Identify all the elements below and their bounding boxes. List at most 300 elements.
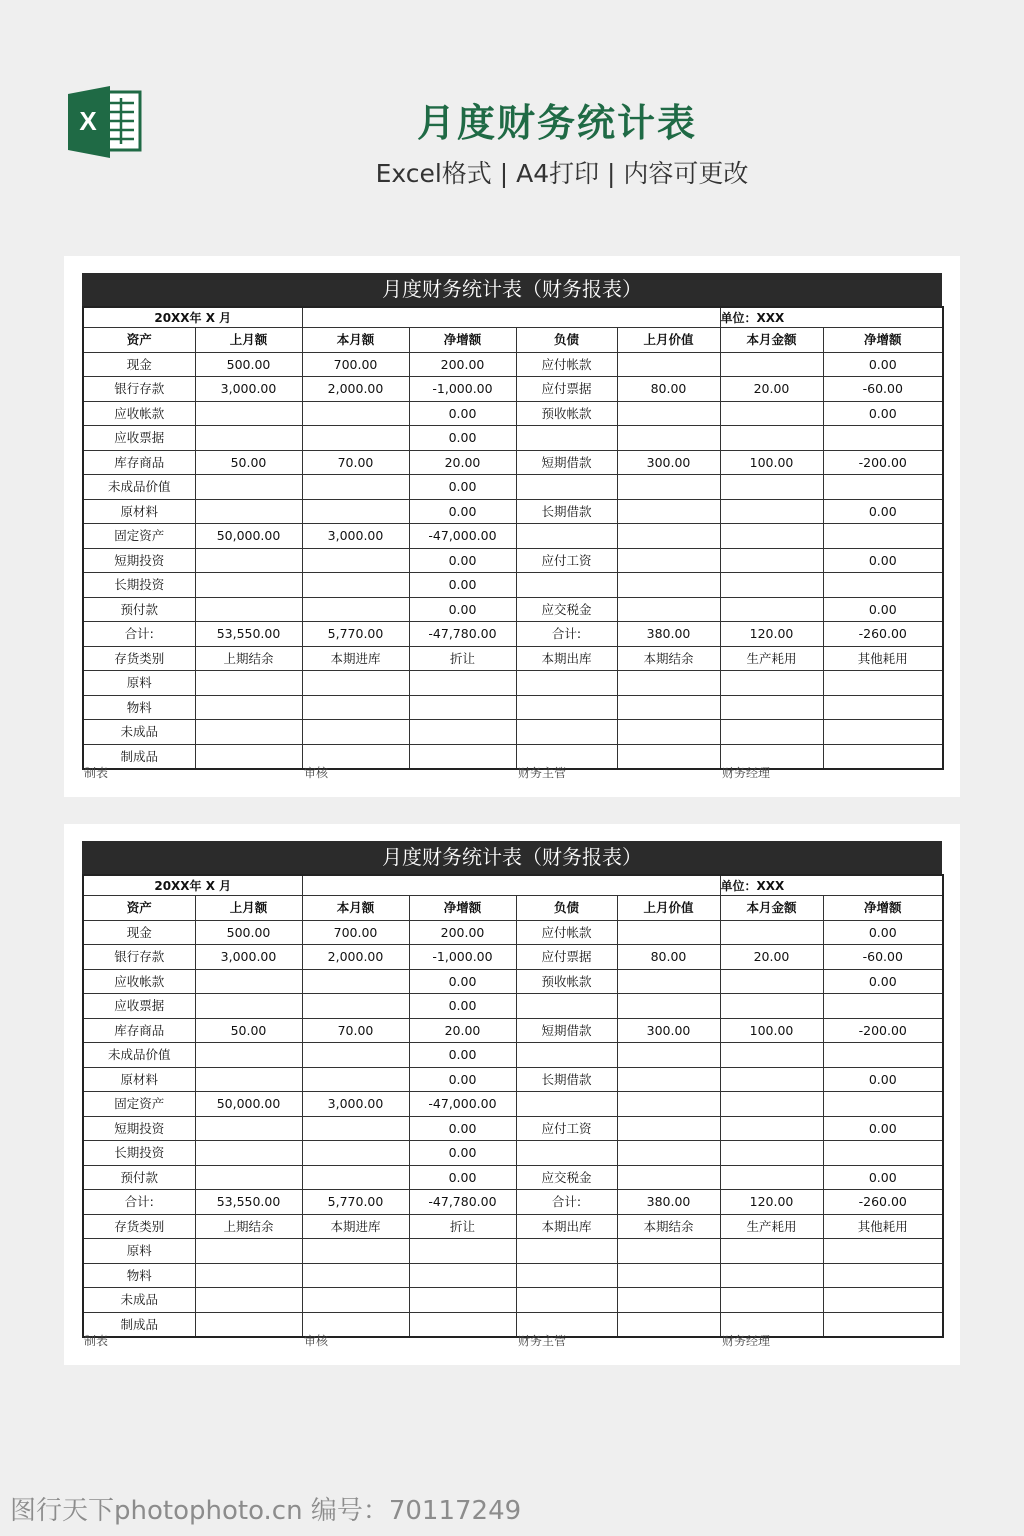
table-cell: 物料 bbox=[83, 1263, 195, 1288]
column-header: 上月价值 bbox=[617, 896, 720, 921]
column-header: 上月额 bbox=[195, 896, 302, 921]
table-cell bbox=[195, 573, 302, 598]
table-cell bbox=[302, 695, 409, 720]
sign-finance-head: 财务主管 bbox=[518, 766, 567, 780]
table-cell: 53,550.00 bbox=[195, 1190, 302, 1215]
inventory-column-header: 其他耗用 bbox=[823, 646, 943, 671]
column-header: 上月额 bbox=[195, 328, 302, 353]
inventory-column-header: 存货类别 bbox=[83, 1214, 195, 1239]
table-cell bbox=[617, 548, 720, 573]
table-cell: 0.00 bbox=[823, 597, 943, 622]
table-row bbox=[83, 1067, 943, 1092]
table-cell bbox=[720, 573, 823, 598]
sheet-preview bbox=[64, 824, 960, 1365]
table-cell: 100.00 bbox=[720, 1018, 823, 1043]
sign-finance-manager: 财务经理 bbox=[722, 1334, 771, 1348]
table-row bbox=[83, 1018, 943, 1043]
table-cell bbox=[823, 524, 943, 549]
table-cell bbox=[195, 1116, 302, 1141]
table-cell bbox=[302, 1116, 409, 1141]
column-header: 上月价值 bbox=[617, 328, 720, 353]
table-cell bbox=[195, 720, 302, 745]
table-cell bbox=[823, 1141, 943, 1166]
table-row bbox=[83, 450, 943, 475]
inventory-row bbox=[83, 720, 943, 745]
financial-table bbox=[82, 306, 944, 770]
table-cell bbox=[823, 994, 943, 1019]
column-header: 净增额 bbox=[409, 328, 516, 353]
table-cell: 原料 bbox=[83, 1239, 195, 1264]
table-cell: 80.00 bbox=[617, 945, 720, 970]
column-header: 负债 bbox=[516, 328, 617, 353]
table-cell: 53,550.00 bbox=[195, 622, 302, 647]
table-cell: -60.00 bbox=[823, 377, 943, 402]
table-cell: 50.00 bbox=[195, 1018, 302, 1043]
table-cell bbox=[720, 994, 823, 1019]
column-header: 净增额 bbox=[823, 328, 943, 353]
inventory-row bbox=[83, 671, 943, 696]
table-cell: 应付帐款 bbox=[516, 920, 617, 945]
table-cell bbox=[409, 720, 516, 745]
sheet-preview bbox=[64, 256, 960, 797]
table-cell bbox=[720, 475, 823, 500]
inventory-row bbox=[83, 1239, 943, 1264]
table-cell: 短期借款 bbox=[516, 450, 617, 475]
table-cell bbox=[617, 597, 720, 622]
table-cell: 长期投资 bbox=[83, 573, 195, 598]
table-cell bbox=[302, 426, 409, 451]
inventory-column-header: 本期结余 bbox=[617, 646, 720, 671]
table-cell bbox=[823, 1263, 943, 1288]
table-cell: 应交税金 bbox=[516, 597, 617, 622]
table-cell: 0.00 bbox=[823, 969, 943, 994]
table-cell bbox=[617, 1092, 720, 1117]
inventory-row bbox=[83, 1312, 943, 1337]
table-cell: 制成品 bbox=[83, 1312, 195, 1337]
table-cell: 0.00 bbox=[409, 597, 516, 622]
table-cell bbox=[617, 426, 720, 451]
table-cell bbox=[720, 524, 823, 549]
table-cell: 0.00 bbox=[409, 1116, 516, 1141]
table-cell: 现金 bbox=[83, 920, 195, 945]
table-cell bbox=[720, 1239, 823, 1264]
inventory-column-header: 生产耗用 bbox=[720, 1214, 823, 1239]
table-row bbox=[83, 945, 943, 970]
table-cell bbox=[720, 1141, 823, 1166]
table-cell bbox=[617, 524, 720, 549]
table-row bbox=[83, 1092, 943, 1117]
table-cell: 80.00 bbox=[617, 377, 720, 402]
inventory-column-header: 本期出库 bbox=[516, 1214, 617, 1239]
table-cell: 0.00 bbox=[823, 1165, 943, 1190]
table-cell: -60.00 bbox=[823, 945, 943, 970]
table-row bbox=[83, 524, 943, 549]
table-row bbox=[83, 475, 943, 500]
table-row bbox=[83, 573, 943, 598]
sign-finance-head: 财务主管 bbox=[518, 1334, 567, 1348]
table-cell: 0.00 bbox=[823, 401, 943, 426]
table-cell bbox=[617, 695, 720, 720]
table-cell bbox=[720, 499, 823, 524]
period-label: 20XX年 X 月 bbox=[83, 307, 302, 328]
table-cell: 200.00 bbox=[409, 920, 516, 945]
table-cell bbox=[302, 1043, 409, 1068]
table-row bbox=[83, 920, 943, 945]
table-cell: -47,000.00 bbox=[409, 524, 516, 549]
table-cell: 合计: bbox=[516, 622, 617, 647]
table-cell bbox=[302, 1067, 409, 1092]
table-cell bbox=[617, 573, 720, 598]
table-cell bbox=[823, 1288, 943, 1313]
table-cell: 380.00 bbox=[617, 622, 720, 647]
table-cell bbox=[195, 401, 302, 426]
table-cell bbox=[823, 1092, 943, 1117]
table-cell: 应付票据 bbox=[516, 377, 617, 402]
table-cell: -1,000.00 bbox=[409, 377, 516, 402]
table-cell: 20.00 bbox=[720, 945, 823, 970]
table-cell: 应付工资 bbox=[516, 1116, 617, 1141]
table-cell bbox=[823, 1043, 943, 1068]
financial-table bbox=[82, 874, 944, 1338]
table-cell: 2,000.00 bbox=[302, 945, 409, 970]
table-cell bbox=[617, 1312, 720, 1337]
table-cell bbox=[195, 671, 302, 696]
table-cell bbox=[516, 1263, 617, 1288]
column-header: 本月金额 bbox=[720, 328, 823, 353]
table-cell: 0.00 bbox=[409, 969, 516, 994]
table-cell: 0.00 bbox=[409, 1067, 516, 1092]
table-cell bbox=[516, 1141, 617, 1166]
table-row bbox=[83, 499, 943, 524]
table-cell: 5,770.00 bbox=[302, 622, 409, 647]
table-cell: 0.00 bbox=[409, 1165, 516, 1190]
column-header: 本月金额 bbox=[720, 896, 823, 921]
table-cell bbox=[195, 1239, 302, 1264]
table-cell bbox=[195, 969, 302, 994]
meta-row bbox=[83, 307, 943, 328]
table-cell bbox=[409, 1288, 516, 1313]
table-cell bbox=[516, 1092, 617, 1117]
table-cell bbox=[409, 1263, 516, 1288]
table-cell bbox=[195, 1043, 302, 1068]
table-cell: 长期借款 bbox=[516, 1067, 617, 1092]
watermark-text: 图行天下photophoto.cn 编号：70117249 bbox=[10, 1496, 522, 1526]
sign-reviewer: 审核 bbox=[304, 1334, 329, 1348]
table-cell: 应收票据 bbox=[83, 426, 195, 451]
table-cell bbox=[302, 597, 409, 622]
table-cell: -260.00 bbox=[823, 1190, 943, 1215]
table-cell: 0.00 bbox=[823, 352, 943, 377]
table-cell bbox=[516, 524, 617, 549]
sheet-title: 月度财务统计表（财务报表） bbox=[82, 841, 942, 874]
table-cell: 预收帐款 bbox=[516, 969, 617, 994]
table-cell bbox=[720, 969, 823, 994]
table-cell bbox=[617, 352, 720, 377]
table-cell bbox=[302, 1288, 409, 1313]
table-cell bbox=[617, 969, 720, 994]
table-cell bbox=[617, 1116, 720, 1141]
table-cell: -200.00 bbox=[823, 1018, 943, 1043]
table-cell: 0.00 bbox=[409, 1043, 516, 1068]
table-row bbox=[83, 1165, 943, 1190]
inventory-column-header: 折让 bbox=[409, 646, 516, 671]
table-cell: 120.00 bbox=[720, 622, 823, 647]
table-cell bbox=[409, 695, 516, 720]
table-row bbox=[83, 401, 943, 426]
table-cell bbox=[617, 1165, 720, 1190]
inventory-row bbox=[83, 744, 943, 769]
inventory-header-row bbox=[83, 1214, 943, 1239]
table-cell: 短期借款 bbox=[516, 1018, 617, 1043]
column-header: 负债 bbox=[516, 896, 617, 921]
column-header-row bbox=[83, 328, 943, 353]
table-cell: 应付工资 bbox=[516, 548, 617, 573]
inventory-column-header: 上期结余 bbox=[195, 646, 302, 671]
table-cell bbox=[302, 401, 409, 426]
table-cell: 银行存款 bbox=[83, 377, 195, 402]
table-cell bbox=[302, 994, 409, 1019]
table-row bbox=[83, 548, 943, 573]
table-cell: 0.00 bbox=[409, 475, 516, 500]
table-cell bbox=[617, 1288, 720, 1313]
table-row bbox=[83, 994, 943, 1019]
table-cell bbox=[195, 475, 302, 500]
table-cell: 3,000.00 bbox=[302, 1092, 409, 1117]
column-header: 本月额 bbox=[302, 896, 409, 921]
table-cell bbox=[823, 720, 943, 745]
table-cell: 20.00 bbox=[409, 450, 516, 475]
table-cell bbox=[720, 1043, 823, 1068]
table-cell bbox=[516, 695, 617, 720]
table-cell: 固定资产 bbox=[83, 524, 195, 549]
table-cell: 700.00 bbox=[302, 920, 409, 945]
table-cell bbox=[302, 720, 409, 745]
table-cell: 700.00 bbox=[302, 352, 409, 377]
table-cell bbox=[195, 695, 302, 720]
table-cell: 短期投资 bbox=[83, 548, 195, 573]
table-cell: 0.00 bbox=[409, 1141, 516, 1166]
table-cell: 制成品 bbox=[83, 744, 195, 769]
table-cell bbox=[516, 720, 617, 745]
table-cell bbox=[302, 548, 409, 573]
table-cell bbox=[720, 720, 823, 745]
inventory-row bbox=[83, 695, 943, 720]
table-cell bbox=[617, 671, 720, 696]
table-cell: 原材料 bbox=[83, 499, 195, 524]
table-row bbox=[83, 622, 943, 647]
table-cell: 合计: bbox=[83, 622, 195, 647]
table-cell bbox=[617, 1239, 720, 1264]
table-cell: 0.00 bbox=[409, 426, 516, 451]
table-cell: -47,780.00 bbox=[409, 1190, 516, 1215]
table-cell: 0.00 bbox=[823, 1067, 943, 1092]
inventory-column-header: 本期进库 bbox=[302, 1214, 409, 1239]
table-cell: 预付款 bbox=[83, 1165, 195, 1190]
table-cell: 380.00 bbox=[617, 1190, 720, 1215]
table-cell bbox=[195, 994, 302, 1019]
table-cell: 70.00 bbox=[302, 1018, 409, 1043]
table-cell: 未成品价值 bbox=[83, 1043, 195, 1068]
table-cell bbox=[516, 1239, 617, 1264]
column-header: 净增额 bbox=[409, 896, 516, 921]
table-cell bbox=[195, 744, 302, 769]
table-cell: 300.00 bbox=[617, 1018, 720, 1043]
inventory-column-header: 其他耗用 bbox=[823, 1214, 943, 1239]
table-cell: 120.00 bbox=[720, 1190, 823, 1215]
column-header: 净增额 bbox=[823, 896, 943, 921]
table-cell: 应交税金 bbox=[516, 1165, 617, 1190]
table-cell bbox=[720, 1263, 823, 1288]
table-cell: -200.00 bbox=[823, 450, 943, 475]
inventory-column-header: 本期结余 bbox=[617, 1214, 720, 1239]
table-cell bbox=[617, 1263, 720, 1288]
table-cell bbox=[195, 426, 302, 451]
table-cell: 0.00 bbox=[823, 920, 943, 945]
table-cell bbox=[720, 1116, 823, 1141]
table-cell bbox=[617, 1141, 720, 1166]
table-cell bbox=[720, 1288, 823, 1313]
table-cell: 原料 bbox=[83, 671, 195, 696]
table-row bbox=[83, 1043, 943, 1068]
table-cell: 银行存款 bbox=[83, 945, 195, 970]
table-cell bbox=[302, 1141, 409, 1166]
table-cell: 合计: bbox=[516, 1190, 617, 1215]
table-cell: 0.00 bbox=[823, 499, 943, 524]
table-cell bbox=[823, 573, 943, 598]
inventory-header-row bbox=[83, 646, 943, 671]
inventory-column-header: 生产耗用 bbox=[720, 646, 823, 671]
table-cell: 100.00 bbox=[720, 450, 823, 475]
table-cell: 20.00 bbox=[720, 377, 823, 402]
table-cell bbox=[823, 426, 943, 451]
table-cell bbox=[720, 1092, 823, 1117]
table-cell bbox=[195, 1067, 302, 1092]
table-cell bbox=[195, 597, 302, 622]
table-cell bbox=[409, 744, 516, 769]
table-cell bbox=[302, 969, 409, 994]
table-cell: -1,000.00 bbox=[409, 945, 516, 970]
table-cell: 500.00 bbox=[195, 920, 302, 945]
page-header bbox=[0, 0, 1024, 230]
table-cell bbox=[516, 573, 617, 598]
table-cell: 短期投资 bbox=[83, 1116, 195, 1141]
table-row bbox=[83, 1116, 943, 1141]
table-cell: 2,000.00 bbox=[302, 377, 409, 402]
table-cell: 50,000.00 bbox=[195, 524, 302, 549]
table-cell: 未成品 bbox=[83, 1288, 195, 1313]
table-cell bbox=[720, 401, 823, 426]
table-cell: 0.00 bbox=[409, 548, 516, 573]
table-cell bbox=[617, 475, 720, 500]
table-row bbox=[83, 426, 943, 451]
table-cell: -47,000.00 bbox=[409, 1092, 516, 1117]
column-header: 资产 bbox=[83, 328, 195, 353]
table-cell: 应收票据 bbox=[83, 994, 195, 1019]
table-cell bbox=[516, 671, 617, 696]
table-cell bbox=[195, 548, 302, 573]
unit-label: 单位：XXX bbox=[720, 875, 943, 896]
table-cell bbox=[516, 994, 617, 1019]
table-cell bbox=[195, 499, 302, 524]
table-cell: 预付款 bbox=[83, 597, 195, 622]
table-cell bbox=[516, 1043, 617, 1068]
table-cell bbox=[720, 1165, 823, 1190]
table-cell bbox=[302, 1263, 409, 1288]
table-cell: 50,000.00 bbox=[195, 1092, 302, 1117]
table-cell bbox=[617, 401, 720, 426]
meta-spacer bbox=[302, 307, 720, 328]
inventory-column-header: 折让 bbox=[409, 1214, 516, 1239]
sign-maker: 制表 bbox=[84, 766, 109, 780]
table-cell: -260.00 bbox=[823, 622, 943, 647]
table-cell bbox=[617, 1067, 720, 1092]
sign-finance-manager: 财务经理 bbox=[722, 766, 771, 780]
table-cell bbox=[409, 1312, 516, 1337]
table-cell: 预收帐款 bbox=[516, 401, 617, 426]
table-cell bbox=[823, 475, 943, 500]
table-cell: 200.00 bbox=[409, 352, 516, 377]
table-cell: 库存商品 bbox=[83, 1018, 195, 1043]
table-cell bbox=[617, 744, 720, 769]
signature-row-cut bbox=[82, 1334, 942, 1350]
table-cell bbox=[409, 671, 516, 696]
table-cell bbox=[516, 475, 617, 500]
column-header: 资产 bbox=[83, 896, 195, 921]
table-cell bbox=[720, 920, 823, 945]
table-cell: 库存商品 bbox=[83, 450, 195, 475]
table-cell: 长期借款 bbox=[516, 499, 617, 524]
table-cell bbox=[195, 1312, 302, 1337]
table-cell bbox=[720, 671, 823, 696]
table-cell: 5,770.00 bbox=[302, 1190, 409, 1215]
meta-row bbox=[83, 875, 943, 896]
table-cell bbox=[516, 1288, 617, 1313]
table-cell bbox=[823, 1312, 943, 1337]
table-cell bbox=[302, 1239, 409, 1264]
table-cell bbox=[617, 994, 720, 1019]
table-cell: 0.00 bbox=[409, 994, 516, 1019]
inventory-row bbox=[83, 1263, 943, 1288]
inventory-row bbox=[83, 1288, 943, 1313]
table-cell: 70.00 bbox=[302, 450, 409, 475]
table-cell: 0.00 bbox=[409, 573, 516, 598]
table-cell: 0.00 bbox=[823, 548, 943, 573]
table-cell bbox=[720, 597, 823, 622]
period-label: 20XX年 X 月 bbox=[83, 875, 302, 896]
table-cell bbox=[823, 671, 943, 696]
table-cell: 应付帐款 bbox=[516, 352, 617, 377]
table-cell: 未成品 bbox=[83, 720, 195, 745]
inventory-column-header: 本期进库 bbox=[302, 646, 409, 671]
table-cell bbox=[195, 1288, 302, 1313]
table-cell: 合计: bbox=[83, 1190, 195, 1215]
table-cell bbox=[823, 695, 943, 720]
table-cell: 0.00 bbox=[409, 499, 516, 524]
table-cell: 固定资产 bbox=[83, 1092, 195, 1117]
inventory-column-header: 本期出库 bbox=[516, 646, 617, 671]
table-cell bbox=[302, 475, 409, 500]
table-row bbox=[83, 969, 943, 994]
table-row bbox=[83, 377, 943, 402]
table-cell bbox=[720, 352, 823, 377]
table-cell: 3,000.00 bbox=[195, 945, 302, 970]
table-cell: 长期投资 bbox=[83, 1141, 195, 1166]
svg-text:X: X bbox=[79, 106, 97, 136]
table-row bbox=[83, 1190, 943, 1215]
table-cell bbox=[823, 744, 943, 769]
table-cell bbox=[195, 1165, 302, 1190]
table-cell bbox=[617, 720, 720, 745]
